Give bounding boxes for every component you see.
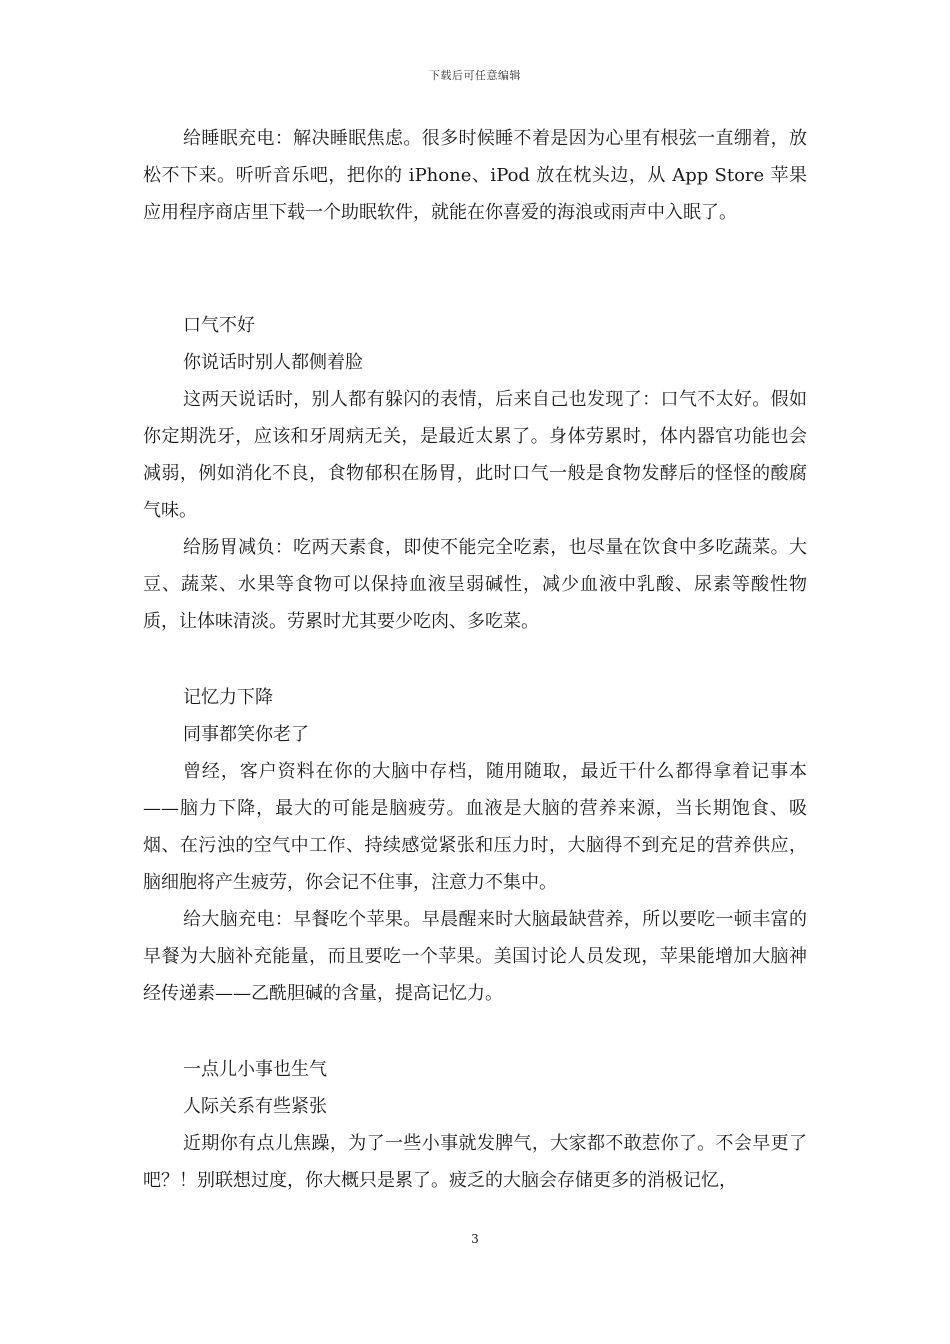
page-header: 下载后可任意编辑 (429, 69, 521, 82)
document-body-section-3 (143, 679, 807, 1012)
section-title-memory: 记忆力下降 (183, 687, 273, 708)
section-title-irritability: 一点儿小事也生气 (183, 1059, 327, 1080)
page-number: 3 (471, 1232, 479, 1246)
section-title-bad-breath: 口气不好 (183, 315, 255, 336)
section-subtitle-irritability: 人际关系有些紧张 (183, 1096, 327, 1117)
paragraph-sleep-charge: 给睡眠充电：解决睡眠焦虑。很多时候睡不着是因为心里有根弦一直绷着，放松不下来。听听音乐吧，把你的 iPhone、iPod 放在枕头边，从 App Store 苹果应用程序商店里下载一个助眠软件，就能在你喜爱的海浪或雨声中入眠了。 (143, 128, 807, 223)
paragraph-irritability-cause: 近期你有点儿焦躁，为了一些小事就发脾气，大家都不敢惹你了。不会早更了吧？！别联想过度，你大概只是累了。疲乏的大脑会存储更多的消极记忆， (143, 1133, 807, 1191)
section-subtitle-memory: 同事都笑你老了 (183, 724, 309, 745)
document-body-section-2 (143, 307, 807, 640)
paragraph-bad-breath-cause: 这两天说话时，别人都有躲闪的表情，后来自己也发现了：口气不太好。假如你定期洗牙，应该和牙周病无关，是最近太累了。身体劳累时，体内器官功能也会减弱，例如消化不良，食物郁积在肠胃，此时口气一般是食物发酵后的怪怪的酸腐气味。 (143, 389, 807, 521)
section-subtitle-bad-breath: 你说话时别人都侧着脸 (183, 352, 363, 373)
paragraph-stomach-relief: 给肠胃减负：吃两天素食，即使不能完全吃素，也尽量在饮食中多吃蔬菜。大豆、蔬菜、水果等食物可以保持血液呈弱碱性，减少血液中乳酸、尿素等酸性物质，让体味清淡。劳累时尤其要少吃肉、多吃菜。 (143, 537, 807, 632)
document-body-section-1 (143, 120, 807, 231)
paragraph-brain-charge: 给大脑充电：早餐吃个苹果。早晨醒来时大脑最缺营养，所以要吃一顿丰富的早餐为大脑补充能量，而且要吃一个苹果。美国讨论人员发现，苹果能增加大脑神经传递素——乙酰胆碱的含量，提高记忆力。 (143, 909, 807, 1004)
document-body-section-4 (143, 1051, 807, 1199)
paragraph-memory-cause: 曾经，客户资料在你的大脑中存档，随用随取，最近干什么都得拿着记事本——脑力下降，最大的可能是脑疲劳。血液是大脑的营养来源，当长期饱食、吸烟、在污浊的空气中工作、持续感觉紧张和压力时，大脑得不到充足的营养供应，脑细胞将产生疲劳，你会记不住事，注意力不集中。 (143, 761, 807, 893)
